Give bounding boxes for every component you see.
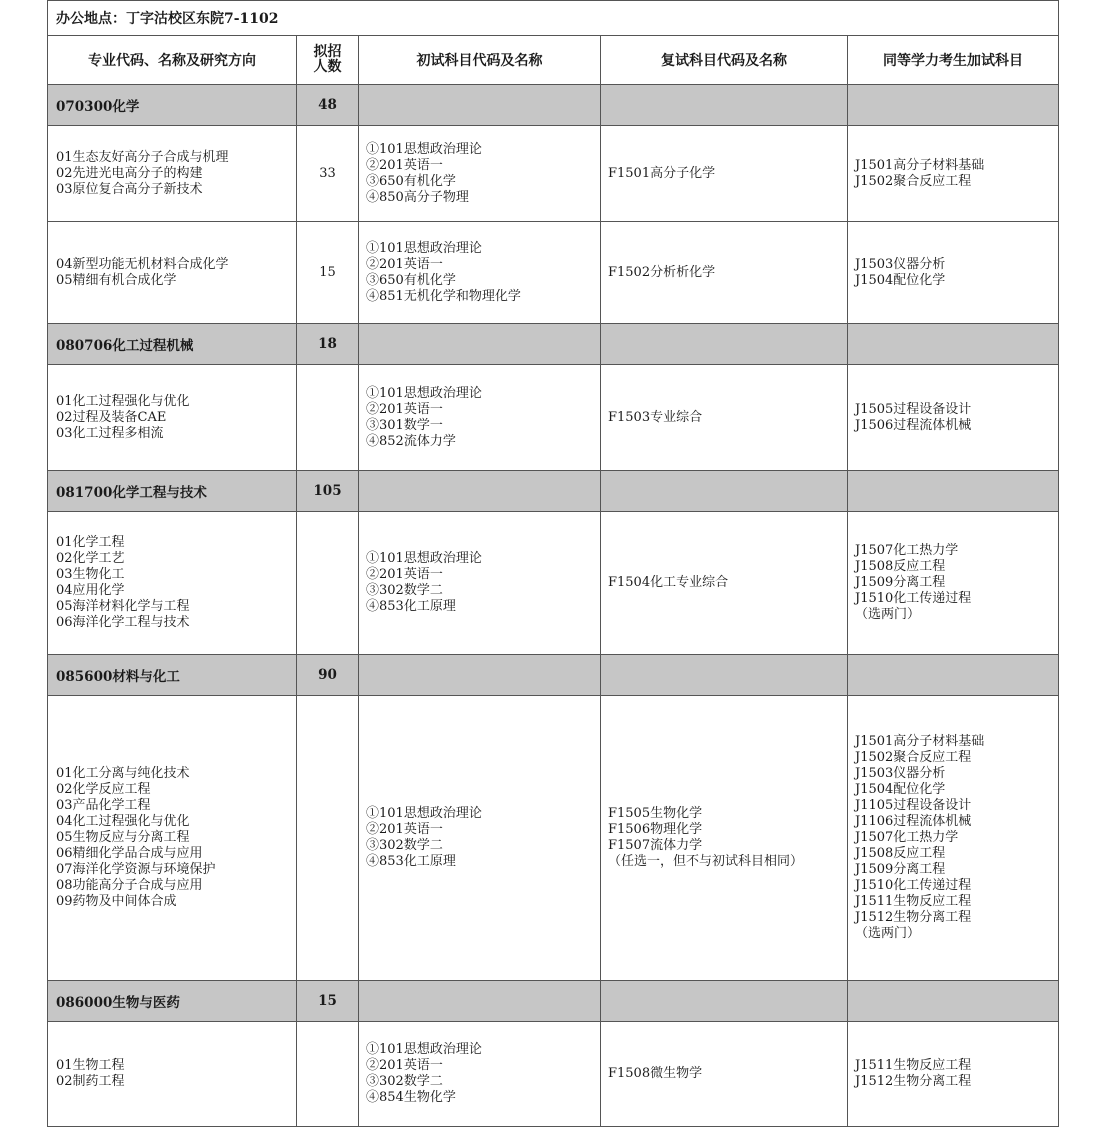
major-group-row (48, 655, 1059, 696)
major-name: 070300化学 (48, 85, 297, 126)
major-name: 080706化工过程机械 (48, 324, 297, 365)
initial-exam-subject: ①101思想政治理论 (366, 806, 482, 821)
extra-exam-subjects (848, 365, 1059, 471)
research-direction: 02制药工程 (56, 1074, 125, 1089)
extra-exam-subject: J1510化工传递过程 (855, 591, 972, 606)
initial-exam-subjects (359, 126, 601, 222)
extra-exam-subject: J1512生物分离工程 (855, 1074, 972, 1089)
initial-exam-subject: ①101思想政治理论 (366, 551, 482, 566)
initial-exam-subject: ①101思想政治理论 (366, 385, 482, 401)
research-direction: 02先进光电高分子的构建 (56, 165, 203, 181)
research-direction: 02化学工艺 (56, 551, 125, 566)
research-directions (48, 696, 297, 981)
header-row (48, 36, 1059, 85)
major-empty-cell (601, 981, 848, 1022)
research-direction: 06海洋化学工程与技术 (56, 615, 190, 630)
research-direction: 02过程及装备CAE (56, 409, 167, 425)
major-group-row (48, 324, 1059, 365)
retest-subjects (601, 126, 848, 222)
major-empty-cell (359, 471, 601, 512)
extra-exam-subject: J1509分离工程 (855, 575, 946, 590)
research-direction: 05精细有机合成化学 (56, 272, 177, 288)
extra-exam-subject: J1502聚合反应工程 (855, 173, 972, 189)
research-direction: 03产品化学工程 (56, 798, 151, 813)
direction-quota (297, 1022, 359, 1127)
retest-subject: （任选一，但不与初试科目相同） (608, 854, 804, 869)
research-direction: 03生物化工 (56, 567, 125, 582)
research-directions (48, 1022, 297, 1127)
extra-exam-subject: J1508反应工程 (855, 846, 946, 861)
direction-quota: 15 (297, 222, 359, 324)
major-empty-cell (601, 655, 848, 696)
major-quota: 48 (297, 85, 359, 126)
extra-exam-subject: J1510化工传递过程 (855, 878, 972, 893)
direction-quota (297, 365, 359, 471)
initial-exam-subjects (359, 222, 601, 324)
retest-subjects (601, 696, 848, 981)
major-empty-cell (848, 85, 1059, 126)
direction-quota: 33 (297, 126, 359, 222)
initial-exam-subject: ④851无机化学和物理化学 (366, 288, 521, 304)
initial-exam-subject: ②201英语一 (366, 157, 443, 173)
direction-row (48, 512, 1059, 655)
initial-exam-subject: ③650有机化学 (366, 173, 456, 189)
major-name: 081700化学工程与技术 (48, 471, 297, 512)
research-directions (48, 222, 297, 324)
initial-exam-subject: ④850高分子物理 (366, 189, 469, 205)
research-direction: 01生态友好高分子合成与机理 (56, 149, 229, 165)
research-direction: 01化学工程 (56, 535, 125, 550)
initial-exam-subject: ④854生物化学 (366, 1090, 456, 1105)
extra-exam-subject: J1105过程设备设计 (855, 798, 972, 813)
initial-exam-subject: ①101思想政治理论 (366, 240, 482, 256)
extra-exam-subjects (848, 222, 1059, 324)
extra-exam-subject: （选两门） (855, 607, 921, 622)
research-directions (48, 126, 297, 222)
retest-subject: F1507流体力学 (608, 838, 703, 853)
major-group-row (48, 471, 1059, 512)
direction-quota (297, 696, 359, 981)
major-empty-cell (848, 981, 1059, 1022)
initial-exam-subject: ②201英语一 (366, 567, 443, 582)
major-empty-cell (848, 471, 1059, 512)
research-direction: 01化工分离与纯化技术 (56, 766, 190, 781)
research-directions (48, 365, 297, 471)
extra-exam-subject: J1501高分子材料基础 (855, 157, 985, 173)
extra-exam-subject: J1504配位化学 (855, 782, 946, 797)
direction-row (48, 126, 1059, 222)
extra-exam-subject: J1501高分子材料基础 (855, 734, 985, 749)
office-location-row (48, 1, 1059, 36)
major-empty-cell (359, 85, 601, 126)
header-initial-exam: 初试科目代码及名称 (359, 36, 601, 85)
initial-exam-subject: ①101思想政治理论 (366, 1042, 482, 1057)
extra-exam-subject: J1511生物反应工程 (855, 894, 972, 909)
initial-exam-subject: ②201英语一 (366, 401, 443, 417)
retest-subjects (601, 1022, 848, 1127)
major-empty-cell (359, 655, 601, 696)
admissions-table-sheet (47, 0, 1058, 1127)
research-direction: 04化工过程强化与优化 (56, 814, 190, 829)
retest-subject: F1506物理化学 (608, 822, 703, 837)
retest-subjects (601, 222, 848, 324)
initial-exam-subject: ②201英语一 (366, 256, 443, 272)
extra-exam-subjects (848, 126, 1059, 222)
extra-exam-subject: J1511生物反应工程 (855, 1058, 972, 1073)
retest-subject: F1508微生物学 (608, 1066, 703, 1081)
initial-exam-subject: ③302数学二 (366, 583, 443, 598)
research-direction: 03化工过程多相流 (56, 425, 164, 441)
retest-subjects (601, 512, 848, 655)
header-major: 专业代码、名称及研究方向 (48, 36, 297, 85)
extra-exam-subject: J1502聚合反应工程 (855, 750, 972, 765)
research-directions (48, 512, 297, 655)
major-quota: 105 (297, 471, 359, 512)
retest-subject: F1505生物化学 (608, 806, 703, 821)
extra-exam-subjects (848, 696, 1059, 981)
initial-exam-subjects (359, 512, 601, 655)
header-quota (297, 36, 359, 85)
major-empty-cell (848, 655, 1059, 696)
research-direction: 07海洋化学资源与环境保护 (56, 862, 216, 877)
research-direction: 08功能高分子合成与应用 (56, 878, 203, 893)
extra-exam-subjects (848, 1022, 1059, 1127)
extra-exam-subject: J1503仪器分析 (855, 766, 946, 781)
direction-row (48, 365, 1059, 471)
initial-exam-subject: ④852流体力学 (366, 433, 456, 449)
major-empty-cell (359, 981, 601, 1022)
major-quota: 18 (297, 324, 359, 365)
header-retest-exam: 复试科目代码及名称 (601, 36, 848, 85)
extra-exam-subject: J1507化工热力学 (855, 830, 959, 845)
initial-exam-subject: ②201英语一 (366, 1058, 443, 1073)
retest-subject: F1501高分子化学 (608, 165, 716, 181)
research-direction: 04新型功能无机材料合成化学 (56, 256, 229, 272)
direction-row (48, 696, 1059, 981)
major-name: 085600材料与化工 (48, 655, 297, 696)
research-direction: 03原位复合高分子新技术 (56, 181, 203, 197)
research-direction: 02化学反应工程 (56, 782, 151, 797)
extra-exam-subject: J1503仪器分析 (855, 256, 946, 272)
research-direction: 05海洋材料化学与工程 (56, 599, 190, 614)
research-direction: 09药物及中间体合成 (56, 894, 177, 909)
extra-exam-subject: J1106过程流体机械 (855, 814, 972, 829)
initial-exam-subject: ①101思想政治理论 (366, 141, 482, 157)
research-direction: 01生物工程 (56, 1058, 125, 1073)
extra-exam-subject: J1507化工热力学 (855, 543, 959, 558)
initial-exam-subject: ④853化工原理 (366, 854, 456, 869)
retest-subject: F1503专业综合 (608, 409, 703, 425)
research-direction: 06精细化学品合成与应用 (56, 846, 203, 861)
major-empty-cell (848, 324, 1059, 365)
header-quota-line1: 拟招 (313, 44, 342, 60)
major-empty-cell (359, 324, 601, 365)
extra-exam-subject: J1512生物分离工程 (855, 910, 972, 925)
major-group-row (48, 981, 1059, 1022)
initial-exam-subject: ②201英语一 (366, 822, 443, 837)
retest-subjects (601, 365, 848, 471)
initial-exam-subjects (359, 696, 601, 981)
initial-exam-subject: ③302数学二 (366, 1074, 443, 1089)
admissions-table (47, 0, 1059, 1127)
research-direction: 01化工过程强化与优化 (56, 393, 190, 409)
major-quota: 15 (297, 981, 359, 1022)
header-quota-line2: 人数 (313, 59, 342, 75)
extra-exam-subject: J1509分离工程 (855, 862, 946, 877)
initial-exam-subjects (359, 365, 601, 471)
major-empty-cell (601, 85, 848, 126)
extra-exam-subject: J1506过程流体机械 (855, 417, 972, 433)
research-direction: 04应用化学 (56, 583, 125, 598)
direction-row (48, 1022, 1059, 1127)
retest-subject: F1504化工专业综合 (608, 575, 729, 590)
research-direction: 05生物反应与分离工程 (56, 830, 190, 845)
major-quota: 90 (297, 655, 359, 696)
direction-row (48, 222, 1059, 324)
retest-subject: F1502分析析化学 (608, 264, 716, 280)
office-location: 办公地点：丁字沽校区东院7-1102 (48, 1, 1059, 36)
initial-exam-subject: ③302数学二 (366, 838, 443, 853)
initial-exam-subject: ④853化工原理 (366, 599, 456, 614)
initial-exam-subjects (359, 1022, 601, 1127)
major-empty-cell (601, 471, 848, 512)
major-name: 086000生物与医药 (48, 981, 297, 1022)
initial-exam-subject: ③650有机化学 (366, 272, 456, 288)
initial-exam-subject: ③301数学一 (366, 417, 443, 433)
extra-exam-subject: J1504配位化学 (855, 272, 946, 288)
extra-exam-subject: （选两门） (855, 926, 921, 941)
major-group-row (48, 85, 1059, 126)
direction-quota (297, 512, 359, 655)
extra-exam-subject: J1508反应工程 (855, 559, 946, 574)
major-empty-cell (601, 324, 848, 365)
extra-exam-subjects (848, 512, 1059, 655)
extra-exam-subject: J1505过程设备设计 (855, 401, 972, 417)
header-extra-exam: 同等学力考生加试科目 (848, 36, 1059, 85)
